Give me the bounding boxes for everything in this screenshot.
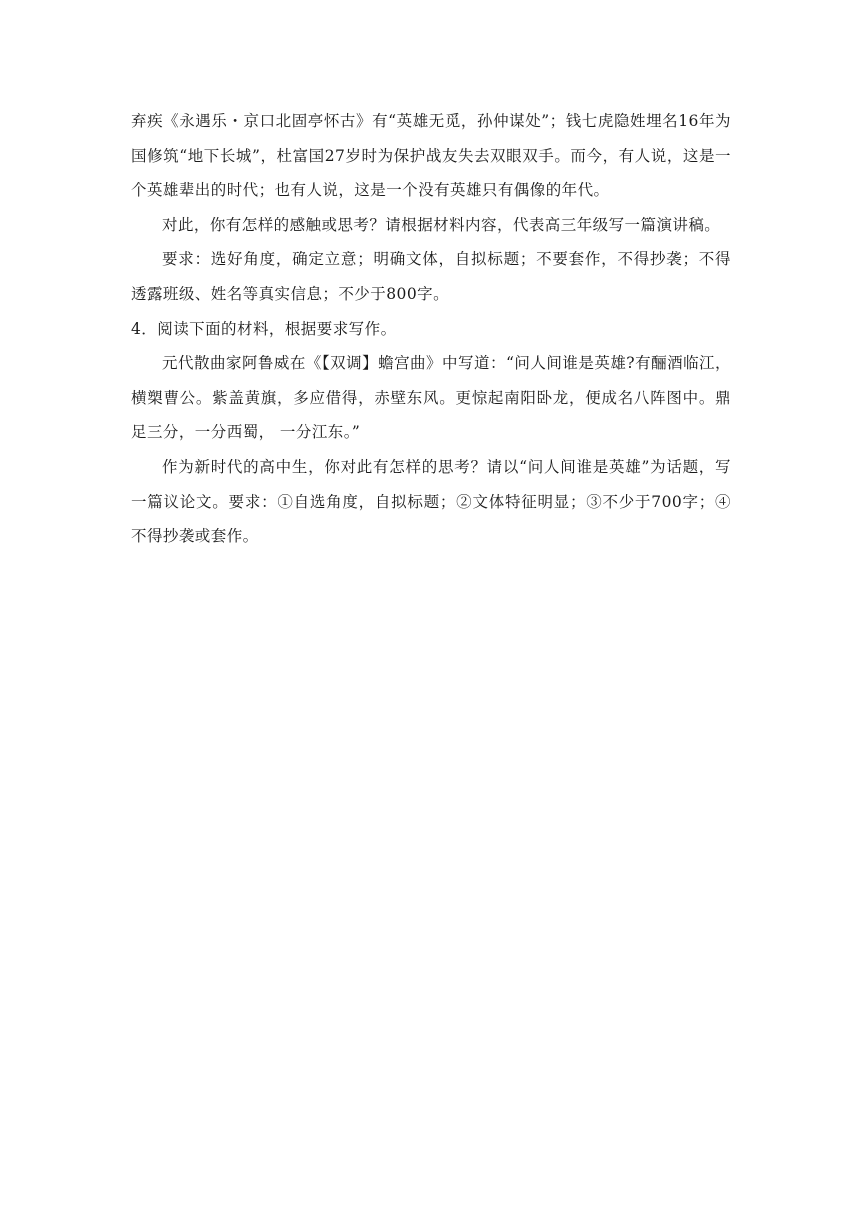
question-4-material-paragraph: 元代散曲家阿鲁威在《【双调】蟾宫曲》中写道：“问人间谁是英雄?有酾酒临江，横槊曹公。紫盖黄旗，多应借得，赤壁东风。更惊起南阳卧龙，便成名八阵图中。鼎足三分，一分西蜀， 一分江东。”: [131, 354, 731, 442]
question-4-heading: 4．阅读下面的材料，根据要求写作。: [131, 319, 397, 338]
speech-prompt-paragraph: 对此，你有怎样的感触或思考？请根据材料内容，代表高三年级写一篇演讲稿。: [162, 215, 721, 234]
material-paragraph-continued: 弃疾《永遇乐・京口北固亭怀古》有“英雄无觅，孙仲谋处”；钱七虎隐姓埋名16年为国修筑“地下长城”，杜富国27岁时为保护战友失去双眼双手。而今，有人说，这是一个英雄辈出的时代；也有人说，这是一个没有英雄只有偶像的年代。: [131, 112, 731, 200]
document-body: [131, 104, 731, 554]
speech-requirements-paragraph: 要求：选好角度，确定立意；明确文体，自拟标题；不要套作，不得抄袭；不得透露班级、姓名等真实信息；不少于800字。: [131, 250, 731, 303]
question-4-requirements-paragraph: 作为新时代的高中生，你对此有怎样的思考？请以“问人间谁是英雄”为话题，写一篇议论文。要求：①自选角度，自拟标题；②文体特征明显；③不少于700字；④不得抄袭或套作。: [131, 457, 731, 546]
